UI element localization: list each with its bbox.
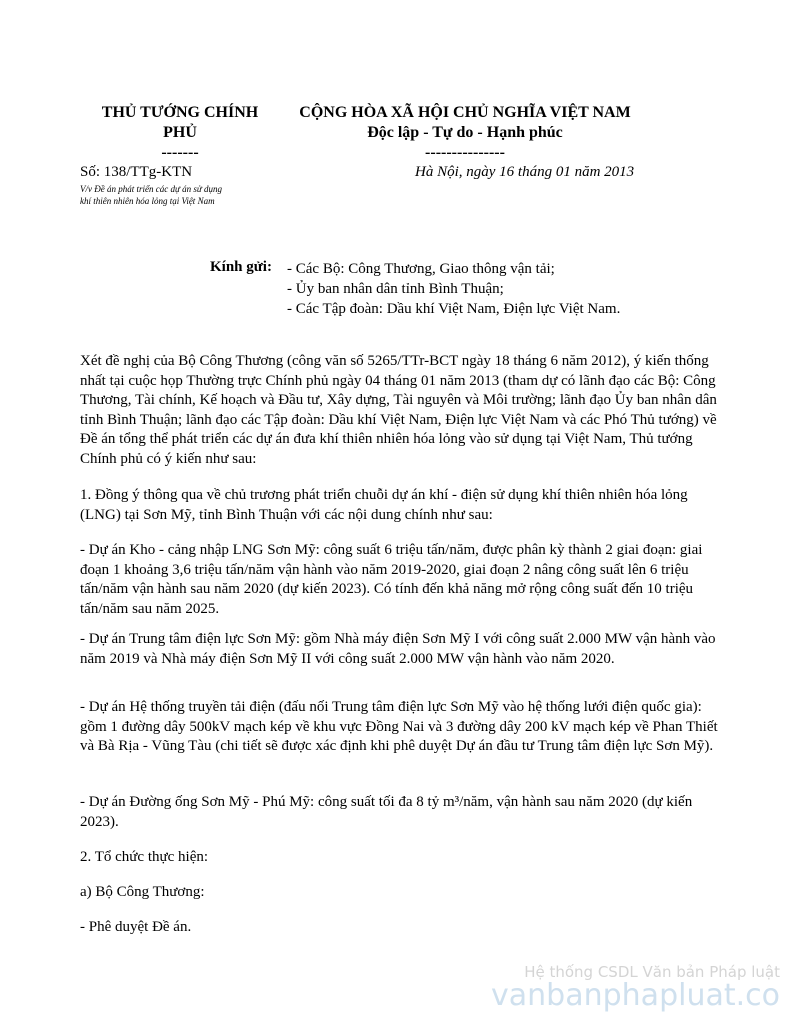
document-date: Hà Nội, ngày 16 tháng 01 năm 2013: [415, 164, 635, 180]
watermark-line-2: vanbanphapluat.co: [491, 978, 780, 1013]
body-paragraph-intro: Xét đề nghị của Bộ Công Thương (công văn số 5265/TTr-BCT ngày 18 tháng 6 năm 2012), ý kiến thống nhất tại cuộc họp Thường trực Chính phủ ngày 04 tháng 01 năm 2013 (tham dự có lãnh đạo các Bộ: Công Thương, Tài chính, Kế hoạch và Đầu tư, Xây dựng, Tài nguyên và Môi trường; lãnh đạo Ủy ban nhân dân tỉnh Bình Thuận; lãnh đạo các Tập đoàn: Dầu khí Việt Nam, Điện lực Việt Nam và các Phó Thủ tướng) về Đề án tổng thể phát triển các dự án đưa khí thiên nhiên hóa lỏng vào sử dụng tại Việt Nam, Thủ tướng Chính phủ có ý kiến như sau:: [80, 353, 717, 467]
national-title: CỘNG HÒA XÃ HỘI CHỦ NGHĨA VIỆT NAM: [299, 104, 631, 121]
issuer-line-1: THỦ TƯỚNG CHÍNH: [101, 104, 259, 121]
issuer-block: [100, 103, 260, 163]
recipient-item: - Ủy ban nhân dân tỉnh Bình Thuận;: [287, 281, 504, 297]
document-number: Số: 138/TTg-KTN: [80, 164, 193, 180]
body-paragraph-pipeline: - Dự án Đường ống Sơn Mỹ - Phú Mỹ: công suất tối đa 8 tỷ m³/năm, vận hành sau năm 2020 (dự kiến 2023).: [80, 794, 693, 830]
body-paragraph-lng-terminal: - Dự án Kho - cảng nhập LNG Sơn Mỹ: công suất 6 triệu tấn/năm, được phân kỳ thành 2 giai đoạn: giai đoạn 1 khoảng 3,6 triệu tấn/năm vận hành vào năm 2019-2020, giai đoạn 2 nâng công suất lên 6 triệu tấn/năm vận hành sau năm 2020 (dự kiến 2023). Có tính đến khả năng mở rộng công suất đến 10 triệu tấn/năm sau năm 2025.: [80, 542, 703, 617]
body-paragraph-transmission: - Dự án Hệ thống truyền tải điện (đấu nối Trung tâm điện lực Sơn Mỹ vào hệ thống lưới điện quốc gia): gồm 1 đường dây 500kV mạch kép về khu vực Đồng Nai và 3 đường dây 200 kV mạch kép về Phan Thiết và Bà Rịa - Vũng Tàu (chi tiết sẽ được xác định khi phê duyệt Dự án đầu tư Trung tâm điện lực Sơn Mỹ).: [80, 699, 718, 754]
national-header-block: [285, 103, 645, 163]
body-paragraph-implementation: 2. Tổ chức thực hiện:: [80, 849, 209, 865]
issuer-separator: -------: [161, 144, 199, 161]
subject-summary: [80, 183, 222, 207]
body-paragraph-ministry: a) Bộ Công Thương:: [80, 884, 205, 900]
body-paragraph-1: 1. Đồng ý thông qua về chủ trương phát triển chuỗi dự án khí - điện sử dụng khí thiên nhiên hóa lỏng (LNG) tại Sơn Mỹ, tỉnh Bình Thuận với các nội dung chính như sau:: [80, 487, 688, 523]
body-paragraph-approve: - Phê duyệt Đề án.: [80, 919, 192, 935]
issuer-line-2: PHỦ: [163, 124, 197, 141]
recipient-item: - Các Bộ: Công Thương, Giao thông vận tải;: [287, 261, 555, 277]
recipients-list: [287, 259, 620, 319]
national-separator: ---------------: [425, 144, 505, 161]
subject-line-1: V/v Đề án phát triển các dự án sử dụng: [80, 184, 223, 194]
recipient-item: - Các Tập đoàn: Dầu khí Việt Nam, Điện lực Việt Nam.: [287, 301, 621, 317]
recipients-label: Kính gửi:: [210, 259, 272, 275]
body-paragraph-power-center: - Dự án Trung tâm điện lực Sơn Mỹ: gồm Nhà máy điện Sơn Mỹ I với công suất 2.000 MW vận hành vào năm 2019 và Nhà máy điện Sơn Mỹ II với công suất 2.000 MW vận hành vào năm 2020.: [80, 631, 716, 667]
watermark-line-1: Hệ thống CSDL Văn bản Pháp luật: [524, 963, 780, 981]
subject-line-2: khí thiên nhiên hóa lỏng tại Việt Nam: [80, 196, 215, 206]
national-motto: Độc lập - Tự do - Hạnh phúc: [367, 124, 563, 141]
